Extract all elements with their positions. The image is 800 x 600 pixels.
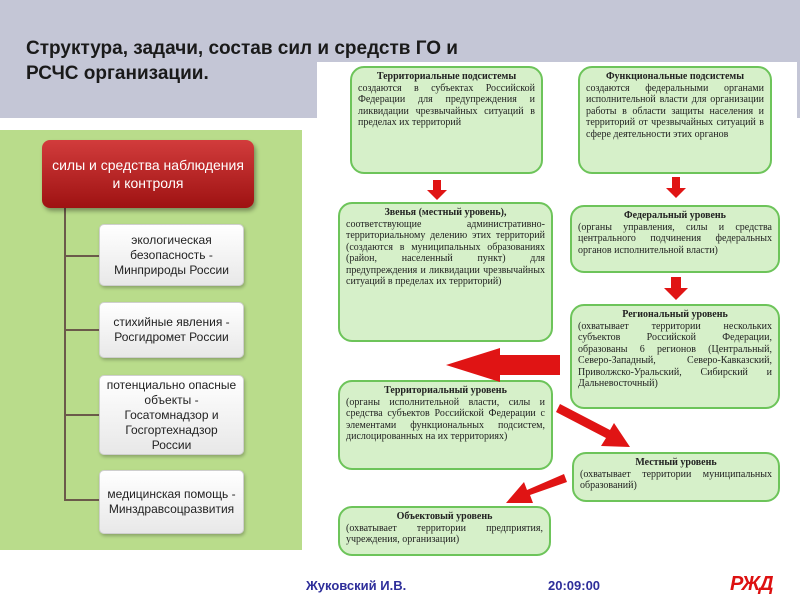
tree-branch-line [64, 414, 99, 416]
tree-item-ecology: экологическая безопасность - Минприроды России [99, 224, 244, 286]
tree-branch-line [64, 255, 99, 257]
box-object-level [338, 506, 551, 556]
box-text: создаются федеральными органами исполнительной власти для организации работы в области защиты населения и территорий от чрезвычайных ситуаций в сфере деятельности этих органов [586, 82, 764, 140]
box-local-level [572, 452, 780, 502]
footer-author: Жуковский И.В. [306, 578, 407, 593]
tree-trunk-line [64, 208, 66, 500]
box-title: Звенья (местный уровень), [384, 207, 507, 218]
box-title: Территориальный уровень [384, 385, 507, 396]
box-text: (органы исполнительной власти, силы и средства субъектов Российской Федерации с элементами функциональных подсистем, дислоцированных на их территориях) [346, 396, 545, 442]
tree-item-natural-phenomena: стихийные явления - Росгидромет России [99, 302, 244, 358]
box-text: создаются в субъектах Российской Федерации для предупреждения и ликвидации чрезвычайных ситуаций в пределах их территорий [358, 82, 535, 128]
box-federal-level [570, 205, 780, 273]
box-text: (органы управления, силы и средства центрального подчинения федеральных органов исполнительной власти) [578, 221, 772, 256]
box-territorial-level [338, 380, 553, 470]
box-territorial-subsystems [350, 66, 543, 174]
box-title: Федеральный уровень [624, 210, 726, 221]
box-functional-subsystems [578, 66, 772, 174]
box-title: Территориальные подсистемы [376, 71, 517, 82]
box-links-local-level [338, 202, 553, 342]
box-title: Объектовый уровень [396, 511, 493, 522]
box-regional-level [570, 304, 780, 409]
tree-item-medical-help: медицинская помощь - Минздравсоцразвития [99, 470, 244, 534]
tree-root-node: силы и средства наблюдения и контроля [42, 140, 254, 208]
box-text: (охватывает территории нескольких субъектов Российской Федерации, образованы 6 регионов (Центральный, Северо-Западный, Северо-Кавказский, Приволжско-Уральский, Сибирский и Дальневосточный) [578, 320, 772, 389]
footer-time: 20:09:00 [548, 578, 601, 593]
box-title: Региональный уровень [622, 309, 728, 320]
tree-branch-line [64, 329, 99, 331]
tree-branch-line [64, 499, 99, 501]
box-title: Местный уровень [635, 457, 717, 468]
tree-item-hazardous-objects: потенциально опасные объекты - Госатомнадзор и Госгортехнадзор России [99, 375, 244, 455]
box-text: соответствующие административно-территориальному делению этих территорий (создаются в муниципальных образованиях (район, населенный пункт) для предупреждения и ликвидации чрезвычайных ситуаций в пределах их территорий) [346, 218, 545, 287]
box-title: Функциональные подсистемы [605, 71, 745, 82]
rzd-logo: РЖД [730, 573, 773, 595]
box-text: (охватывает территории муниципальных образований) [580, 468, 772, 491]
box-text: (охватывает территории предприятия, учреждения, организации) [346, 522, 543, 545]
slide-title: Структура, задачи, состав сил и средств ГО и РСЧС организации. [26, 38, 458, 84]
